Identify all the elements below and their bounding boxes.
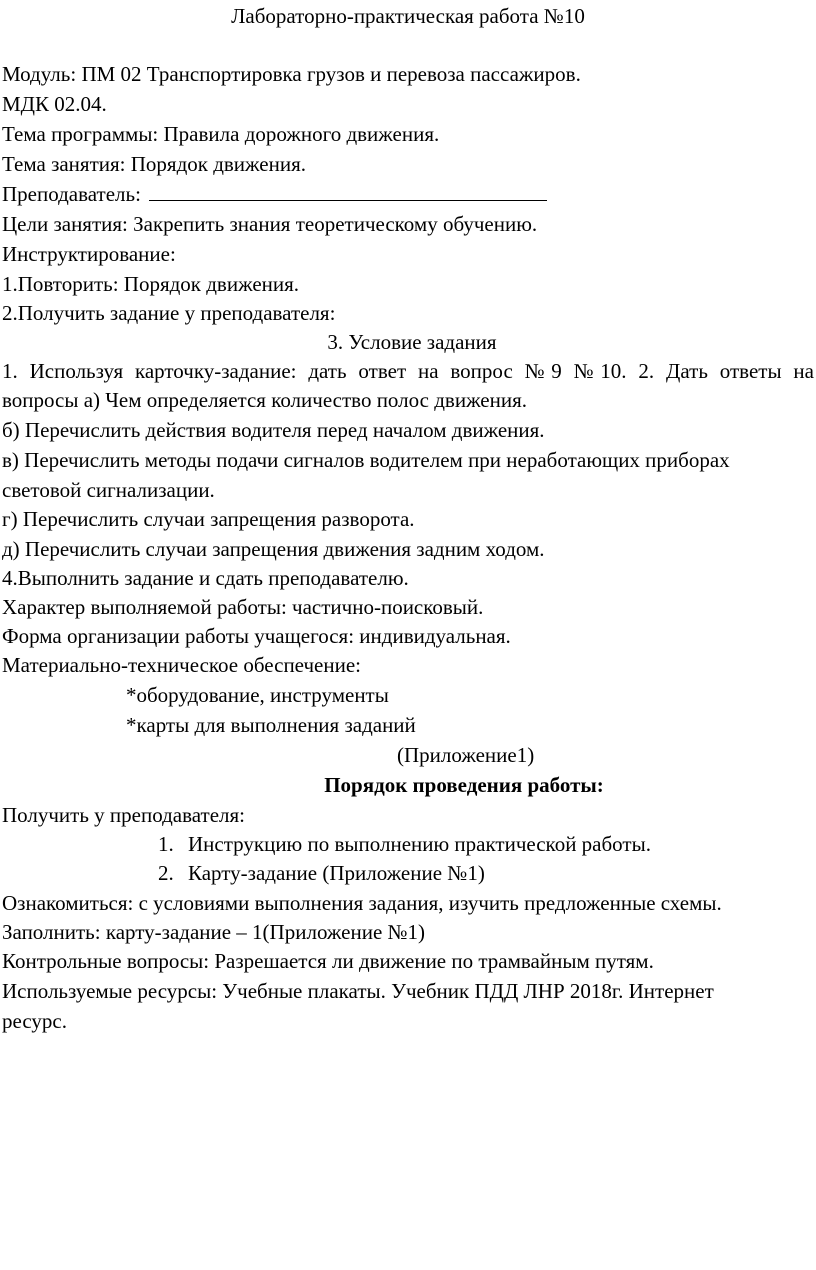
- step-1: 1.Повторить: Порядок движения.: [2, 272, 300, 296]
- material-label: Материально-техническое обеспечение:: [2, 653, 361, 677]
- task-line-2: вопросы а) Чем определяется количество полос движения.: [2, 388, 528, 412]
- teacher-label: Преподаватель:: [2, 182, 141, 206]
- task-b: б) Перечислить действия водителя перед началом движения.: [2, 418, 545, 442]
- control-questions-line: Контрольные вопросы: Разрешается ли движение по трамвайным путям.: [2, 949, 654, 973]
- work-character-line: Характер выполняемой работы: частично-поисковый.: [2, 595, 484, 619]
- work-form-line: Форма организации работы учащегося: индивидуальная.: [2, 624, 511, 648]
- fill-in-line: Заполнить: карту-задание – 1(Приложение №1): [2, 920, 426, 944]
- material-item-equipment: *оборудование, инструменты: [126, 683, 389, 707]
- mdk-line: МДК 02.04.: [2, 92, 107, 116]
- goals-line: Цели занятия: Закрепить знания теоретическому обучению.: [2, 212, 538, 236]
- step-4: 4.Выполнить задание и сдать преподавателю.: [2, 566, 409, 590]
- lesson-topic-line: Тема занятия: Порядок движения.: [2, 152, 306, 176]
- module-line: Модуль: ПМ 02 Транспортировка грузов и перевоза пассажиров.: [2, 62, 581, 86]
- appendix-reference: (Приложение1): [397, 743, 535, 767]
- receive-item-2: [158, 859, 808, 887]
- teacher-line: [2, 180, 814, 208]
- task-g: г) Перечислить случаи запрещения разворота.: [2, 507, 415, 531]
- document-title: Лабораторно-практическая работа №10: [231, 4, 585, 28]
- receive-item-1: [158, 830, 808, 858]
- teacher-blank-field: [149, 180, 547, 201]
- material-item-cards: *карты для выполнения заданий: [126, 713, 416, 737]
- procedure-heading: Порядок проведения работы:: [324, 773, 604, 797]
- receive-item-1-number: 1.: [158, 832, 174, 856]
- familiarize-line: Ознакомиться: с условиями выполнения задания, изучить предложенные схемы.: [2, 891, 722, 915]
- task-v-line-2: световой сигнализации.: [2, 478, 215, 502]
- instruction-label: Инструктирование:: [2, 242, 176, 266]
- program-topic-line: Тема программы: Правила дорожного движения.: [2, 122, 440, 146]
- receive-item-2-text: Карту-задание (Приложение №1): [188, 861, 485, 885]
- resources-line-1: Используемые ресурсы: Учебные плакаты. Учебник ПДД ЛНР 2018г. Интернет: [2, 979, 714, 1003]
- receive-label: Получить у преподавателя:: [2, 803, 246, 827]
- task-d: д) Перечислить случаи запрещения движения задним ходом.: [2, 537, 545, 561]
- resources-line-2: ресурс.: [2, 1009, 67, 1033]
- step-2: 2.Получить задание у преподавателя:: [2, 301, 336, 325]
- step-3-heading: 3. Условие задания: [327, 330, 497, 354]
- receive-item-2-number: 2.: [158, 861, 174, 885]
- receive-item-1-text: Инструкцию по выполнению практической работы.: [188, 832, 651, 856]
- task-v-line-1: в) Перечислить методы подачи сигналов водителем при неработающих приборах: [2, 448, 730, 472]
- task-line-1: 1. Используя карточку-задание: дать ответ на вопрос №9 №10. 2. Дать ответы на: [2, 359, 814, 383]
